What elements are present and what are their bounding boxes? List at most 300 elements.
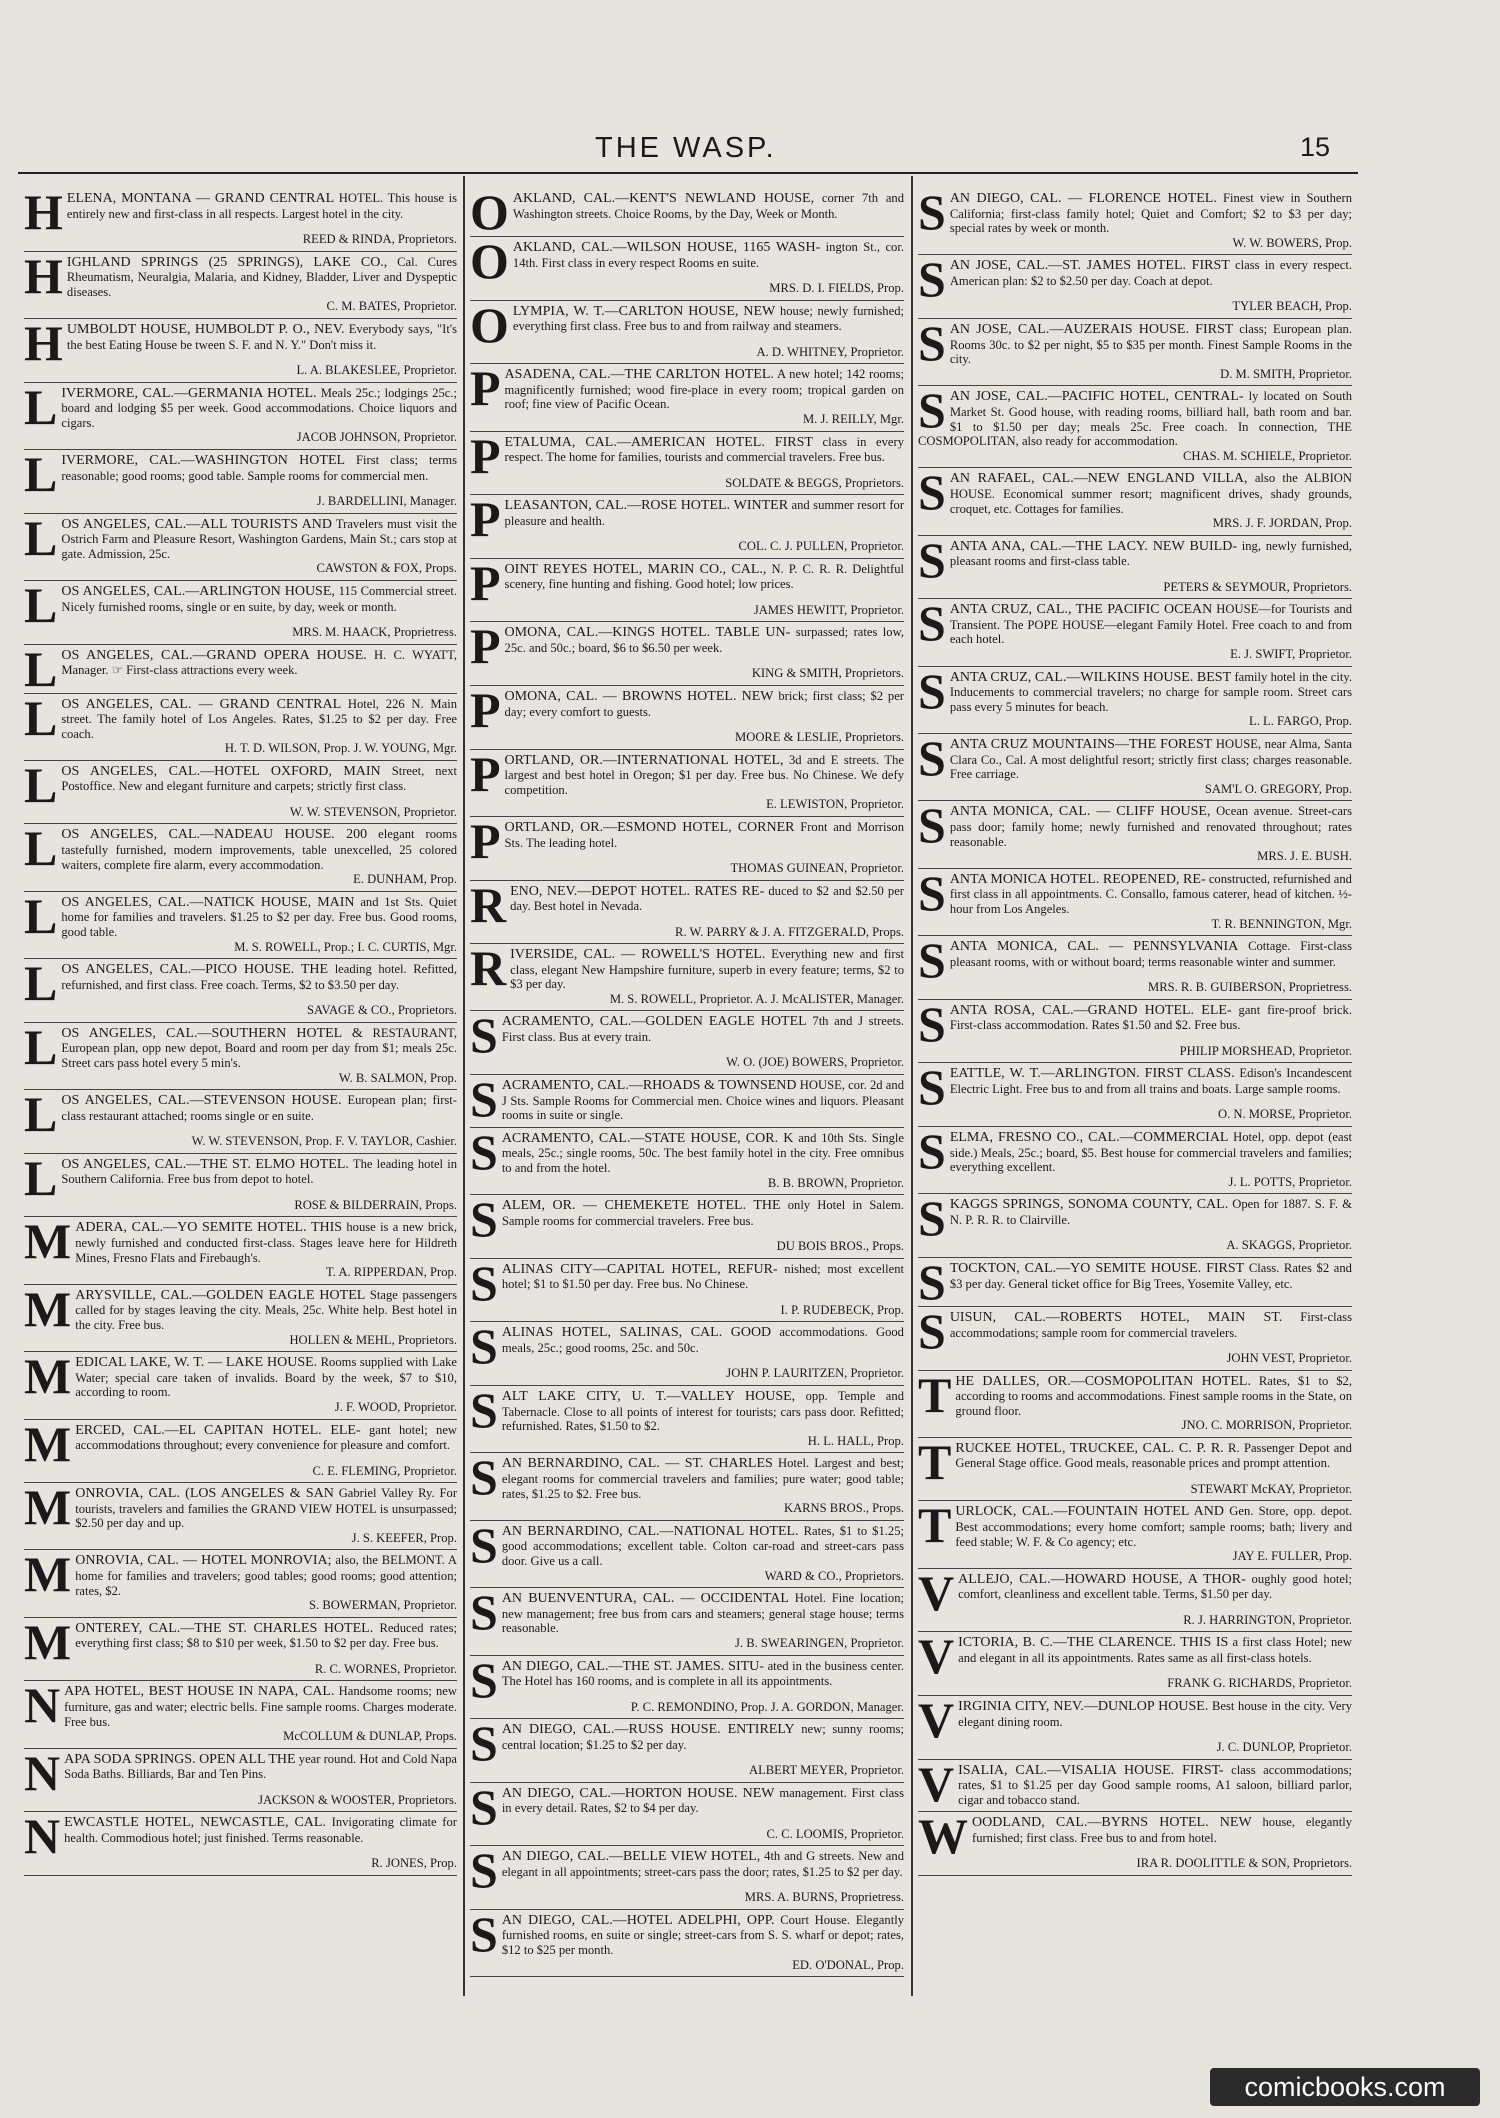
- hotel-ad: [24, 1154, 457, 1218]
- hotel-ad: [918, 1127, 1352, 1194]
- ad-proprietor: JACOB JOHNSON, Proprietor.: [296, 430, 457, 445]
- ad-proprietor: A. SKAGGS, Proprietor.: [1226, 1238, 1352, 1253]
- ad-heading: LEASANTON, CAL.—ROSE HOTEL. WINTER: [504, 498, 789, 514]
- ad-initial: S: [918, 1063, 946, 1116]
- ad-body: and summer resort for pleasure and health.: [504, 498, 904, 528]
- ad-proprietor: C. M. BATES, Proprietor.: [326, 299, 457, 314]
- ad-initial: L: [24, 644, 58, 694]
- ad-body: Handsome rooms; new furniture, gas and water; electric bells. Fine sample rooms. Charges moderate. Free bus.: [64, 1684, 457, 1729]
- ad-body: Everything new and first class, elegant New Hampshire furniture, superb in every feature; terms, $2 to $3 per day.: [510, 947, 904, 992]
- ad-initial: L: [24, 1153, 58, 1206]
- ad-initial: L: [24, 382, 58, 435]
- ad-proprietor: REED & RINDA, Proprietors.: [302, 232, 457, 246]
- hotel-ad: [470, 1783, 904, 1847]
- ad-column-2: [470, 188, 904, 2003]
- hotel-ad: [470, 1386, 904, 1453]
- ad-proprietor: MRS. D. I. FIELDS, Prop.: [769, 281, 904, 295]
- ad-heading: OS ANGELES, CAL. — GRAND CENTRAL: [61, 696, 342, 712]
- hotel-ad: [918, 1258, 1352, 1307]
- hotel-ad: [24, 959, 457, 1023]
- ad-body: Gabriel Valley Ry. For tourists, travelers and families the GRAND VIEW HOTEL is unsurpassed; $2.50 per day and up.: [75, 1486, 457, 1531]
- ad-heading: ALINAS HOTEL, SALINAS, CAL. GOOD: [501, 1325, 772, 1341]
- ad-initial: S: [470, 1386, 498, 1438]
- ad-body: 115 Commercial street. Nicely furnished rooms, single or en suite, by day, week or month.: [61, 583, 457, 614]
- page-header: [0, 132, 1500, 172]
- ad-initial: M: [24, 1483, 72, 1536]
- hotel-ad: [24, 1352, 457, 1419]
- ad-proprietor: W. O. (JOE) BOWERS, Proprietor.: [726, 1055, 904, 1070]
- ad-body: leading hotel. Refitted, refurnished, and first class. Free coach. Terms, $2 to $3.50 per day.: [61, 962, 457, 992]
- hotel-ad: [470, 1453, 904, 1520]
- ad-body: Cal. Cures Rheumatism, Neuralgia, Malaria, and Kidney, Bladder, Liver and Dyspeptic diseases.: [66, 254, 457, 299]
- hotel-ad: [24, 1420, 457, 1484]
- ad-initial: N: [24, 1748, 61, 1801]
- hotel-ad: [24, 1812, 457, 1876]
- hotel-ad: [470, 1719, 904, 1783]
- hotel-ad: [470, 495, 904, 559]
- ad-heading: ASADENA, CAL.—THE CARLTON HOTEL.: [504, 367, 774, 383]
- ad-initial: S: [918, 1194, 946, 1247]
- ad-body: nished; most excellent hotel; $1 to $1.50 per day. Free bus. No Chinese.: [501, 1261, 904, 1292]
- ad-initial: S: [918, 936, 946, 989]
- ad-proprietor: S. BOWERMAN, Proprietor.: [309, 1598, 457, 1613]
- ad-body: Hotel. Fine location; new management; free bus from cars and steamers; general stage house; terms reasonable.: [501, 1591, 904, 1636]
- ad-proprietor: D. M. SMITH, Proprietor.: [1220, 366, 1352, 381]
- ad-initial: P: [470, 495, 501, 548]
- ad-body: Reduced rates; everything first class; $8 to $10 per week, $1.50 to $2 per day. Free bus.: [75, 1620, 457, 1651]
- ad-initial: L: [24, 959, 58, 1012]
- ad-initial: N: [24, 1681, 61, 1734]
- ad-body: ing, newly furnished, pleasant rooms and first-class table.: [949, 538, 1352, 569]
- ad-proprietor: J. B. SWEARINGEN, Proprietor.: [735, 1635, 904, 1650]
- ad-initial: H: [24, 251, 63, 304]
- hotel-ad: [470, 1075, 904, 1128]
- ad-body: house, elegantly furnished; first class. Free bus to and from hotel.: [972, 1815, 1352, 1845]
- hotel-ad: [470, 1259, 904, 1323]
- ad-body: 3d and E streets. The largest and best hotel in Oregon; $1 per day. Free bus. No Chinese. We defy competition.: [504, 752, 904, 797]
- ad-initial: P: [470, 431, 501, 484]
- ad-heading: AN BERNARDINO, CAL. — ST. CHARLES: [501, 1456, 773, 1472]
- hotel-ad: [470, 1521, 904, 1588]
- ad-body: class; European plan. Rooms 30c. to $2 per night, $5 to $35 per month. Finest Sample Rooms in the city.: [949, 321, 1352, 367]
- ad-initial: L: [24, 449, 58, 502]
- ad-initial: S: [918, 255, 946, 308]
- ad-initial: S: [470, 1719, 498, 1772]
- hotel-ad: [470, 1011, 904, 1075]
- hotel-ad: [918, 599, 1352, 666]
- ad-heading: UMBOLDT HOUSE, HUMBOLDT P. O., NEV.: [66, 321, 345, 337]
- ad-body: constructed, refurnished and first class in all appointments. C. Consallo, famous caterer, head of kitchen. ½-hour from Los Angeles.: [949, 871, 1352, 916]
- hotel-ad: [470, 432, 904, 496]
- ad-heading: ISALIA, CAL.—VISALIA HOUSE. FIRST-: [958, 1762, 1224, 1778]
- hotel-ad: [918, 1063, 1352, 1127]
- ad-initial: S: [918, 468, 946, 521]
- ad-proprietor: J. C. DUNLOP, Proprietor.: [1216, 1740, 1352, 1755]
- ad-initial: S: [918, 868, 946, 921]
- ad-proprietor: W. W. STEVENSON, Proprietor.: [289, 804, 457, 819]
- ad-initial: M: [24, 1217, 72, 1270]
- hotel-ad: [470, 1195, 904, 1259]
- ad-body: and 1st Sts. Quiet home for families and travelers. $1.25 to $2 per day. Free bus. Good rooms, good table.: [61, 894, 457, 940]
- ad-body: H. C. WYATT, Manager. ☞ First-class attractions every week.: [61, 647, 457, 678]
- ad-heading: OS ANGELES, CAL.—ALL TOURISTS AND: [61, 516, 332, 532]
- ad-heading: OS ANGELES, CAL.—HOTEL OXFORD, MAIN: [61, 763, 381, 779]
- ad-heading: TOCKTON, CAL.—YO SEMITE HOUSE. FIRST: [949, 1260, 1245, 1276]
- ad-body: ly located on South Market St. Good house, with reading rooms, billiard hall, bath room and bar. $1 to $1.50 per day; meals 25c. Free coach. In connection, THE COSMOPOLITAN, also ready for accommodation.: [918, 389, 1352, 449]
- ad-heading: ARYSVILLE, CAL.—GOLDEN EAGLE HOTEL: [75, 1287, 366, 1303]
- ad-heading: AN DIEGO, CAL.—HORTON HOUSE. NEW: [501, 1785, 775, 1801]
- ad-body: also, the BELMONT. A home for families and travelers; good tables; good rooms; good attention; rates, $2.: [75, 1553, 457, 1598]
- ad-body: class accommodations; rates, $1 to $1.25 per day Good sample rooms, A1 saloon, billiard parlor, cigar and tobacco stand.: [958, 1762, 1352, 1807]
- hotel-ad: [918, 319, 1352, 386]
- ad-heading: OMONA, CAL.—KINGS HOTEL. TABLE UN-: [504, 625, 791, 641]
- hotel-ad: [24, 1217, 457, 1284]
- ad-proprietor: A. D. WHITNEY, Proprietor.: [756, 344, 904, 359]
- ad-initial: L: [24, 824, 58, 877]
- ad-proprietor: JOHN P. LAURITZEN, Proprietor.: [726, 1366, 904, 1381]
- ad-body: First class; terms reasonable; good rooms; good table. Sample rooms for commercial men.: [61, 452, 457, 483]
- ad-body: house; newly furnished; everything first class. Free bus to and from railway and steamers.: [512, 303, 904, 334]
- hotel-ad: [24, 1285, 457, 1352]
- hotel-ad: [24, 514, 457, 581]
- ad-body: elegant rooms tastefully furnished, modern improvements, table unexcelled, 25 colored waiters, complete fire alarm, every accommodation.: [61, 827, 457, 872]
- page-number: 15: [1300, 132, 1331, 162]
- ad-body: Travelers must visit the Ostrich Farm and Pleasure Resort, Washington Gardens, Main St.; cars stop at gate. Admission, 25c.: [61, 516, 457, 561]
- ad-proprietor: PETERS & SEYMOUR, Proprietors.: [1163, 579, 1352, 594]
- ad-body: Rates, $1 to $1.25; good accommodations; excellent table. Colton car-road and street-cars pass door. Give us a call.: [501, 1523, 904, 1568]
- ad-initial: P: [470, 816, 501, 869]
- ad-heading: ALEM, OR. — CHEMEKETE HOTEL. THE: [501, 1198, 781, 1214]
- ad-initial: R: [470, 880, 507, 933]
- hotel-ad: [918, 1760, 1352, 1813]
- ad-initial: L: [24, 891, 58, 944]
- hotel-ad: [24, 319, 457, 383]
- ad-proprietor: E. J. SWIFT, Proprietor.: [1230, 647, 1352, 662]
- ad-heading: AN RAFAEL, CAL.—NEW ENGLAND VILLA,: [949, 471, 1248, 487]
- ad-heading: ALINAS CITY—CAPITAL HOTEL, REFUR-: [501, 1261, 778, 1277]
- ad-body: also the ALBION HOUSE. Economical summer resort; magnificent drives, shady grounds, croquet, etc. Cottages for families.: [949, 471, 1352, 516]
- ad-proprietor: M. J. REILLY, Mgr.: [802, 411, 904, 426]
- ad-proprietor: W. W. STEVENSON, Prop. F. V. TAYLOR, Cashier.: [191, 1134, 457, 1149]
- hotel-ad: [918, 936, 1352, 1000]
- ad-heading: AN JOSE, CAL.—ST. JAMES HOTEL. FIRST: [949, 258, 1230, 274]
- ad-heading: ETALUMA, CAL.—AMERICAN HOTEL. FIRST: [504, 434, 813, 450]
- hotel-ad: [470, 750, 904, 817]
- ad-proprietor: J. L. POTTS, Proprietor.: [1228, 1174, 1352, 1189]
- ad-column-1: [24, 188, 457, 2003]
- ad-heading: ORTLAND, OR.—INTERNATIONAL HOTEL,: [504, 752, 784, 768]
- ad-body: Everybody says, "It's the best Eating House be tween S. F. and N. Y." Don't miss it.: [66, 321, 457, 352]
- ad-proprietor: H. L. HALL, Prop.: [807, 1433, 904, 1448]
- ad-initial: H: [24, 318, 63, 371]
- ad-proprietor: ALBERT MEYER, Proprietor.: [748, 1763, 904, 1778]
- ad-heading: ANTA ANA, CAL.—THE LACY. NEW BUILD-: [949, 538, 1237, 554]
- ad-body: class in every respect. The home for families, tourists and commercial travelers. Free bus.: [504, 434, 904, 465]
- ad-initial: S: [918, 666, 946, 719]
- hotel-ad: [918, 386, 1352, 468]
- hotel-ad: [470, 1128, 904, 1195]
- ad-proprietor: MOORE & LESLIE, Proprietors.: [735, 729, 904, 744]
- hotel-ad: [470, 817, 904, 881]
- hotel-ad: [918, 1194, 1352, 1258]
- ad-body: HOUSE, near Alma, Santa Clara Co., Cal. A most delightful resort; strictly first class; charges reasonable. Free carriage.: [949, 737, 1352, 782]
- ad-body: Rates, $1 to $2, according to rooms and accommodations. Finest sample rooms in the State, on ground floor.: [955, 1373, 1352, 1418]
- ad-heading: ICTORIA, B. C.—THE CLARENCE. THIS IS: [958, 1635, 1229, 1651]
- ad-initial: P: [470, 364, 501, 417]
- ad-heading: EWCASTLE HOTEL, NEWCASTLE, CAL.: [64, 1815, 326, 1831]
- hotel-ad: [918, 468, 1352, 535]
- ad-proprietor: MRS. M. HAACK, Proprietress.: [292, 624, 457, 639]
- ad-proprietor: J. S. KEEFER, Prop.: [351, 1530, 457, 1545]
- ad-proprietor: COL. C. J. PULLEN, Proprietor.: [738, 539, 904, 554]
- ad-initial: R: [470, 944, 507, 997]
- ad-initial: L: [24, 693, 58, 746]
- ad-proprietor: DU BOIS BROS., Props.: [776, 1239, 904, 1254]
- ad-body: Meals 25c.; lodgings 25c.; board and lodging $5 per week. Good accommodations. Choice liquors and cigars.: [61, 385, 457, 430]
- ad-body: duced to $2 and $2.50 per day. Best hotel in Nevada.: [510, 883, 904, 914]
- hotel-ad: [918, 667, 1352, 734]
- ad-proprietor: MRS. A. BURNS, Proprietress.: [744, 1890, 904, 1905]
- ad-heading: ANTA CRUZ, CAL.—WILKINS HOUSE. BEST: [949, 669, 1232, 685]
- ad-proprietor: M. S. ROWELL, Proprietor. A. J. McALISTER, Manager.: [609, 991, 904, 1006]
- ad-initial: M: [24, 1419, 72, 1472]
- ad-body: RESTAURANT, European plan, opp new depot, Board and room per day from $1; meals 25c. Street cars pass hotel every 5 min's.: [61, 1025, 457, 1070]
- ad-initial: W: [918, 1812, 968, 1865]
- ad-heading: ANTA MONICA, CAL. — CLIFF HOUSE,: [949, 804, 1211, 820]
- ad-body: new; sunny rooms; central location; $1.25 to $2 per day.: [501, 1722, 904, 1752]
- hotel-ad: [918, 1307, 1352, 1371]
- ad-proprietor: R. C. WORNES, Proprietor.: [314, 1661, 457, 1676]
- ad-body: The leading hotel in Southern California. Free bus from depot to hotel.: [61, 1156, 457, 1187]
- ad-heading: LYMPIA, W. T.—CARLTON HOUSE, NEW: [512, 303, 776, 319]
- ad-initial: O: [470, 188, 509, 237]
- ad-heading: ANTA MONICA, CAL. — PENNSYLVANIA: [949, 939, 1239, 955]
- ad-body: only Hotel in Salem. Sample rooms for commercial travelers. Free bus.: [501, 1198, 904, 1228]
- ad-heading: ELMA, FRESNO CO., CAL.—COMMERCIAL: [949, 1129, 1229, 1145]
- ad-heading: HE DALLES, OR.—COSMOPOLITAN HOTEL.: [955, 1373, 1251, 1389]
- ad-proprietor: ROSE & BILDERRAIN, Props.: [294, 1197, 457, 1212]
- ad-body: and 10th Sts. Single meals, 25c.; single rooms, 50c. The best family hotel in the city. Free omnibus to and from the hotel.: [501, 1130, 904, 1176]
- ad-heading: ALLEJO, CAL.—HOWARD HOUSE, A THOR-: [958, 1571, 1246, 1587]
- ad-body: Class. Rates $2 and $3 per day. General ticket office for Big Trees, Yosemite Valley, etc.: [949, 1260, 1352, 1291]
- ad-heading: AN DIEGO, CAL.—RUSS HOUSE. ENTIRELY: [501, 1722, 795, 1738]
- ad-body: opp. Temple and Tabernacle. Close to all points of interest for tourists; cars pass door. Refitted; refurnished. Rates, $1.50 to $2.: [501, 1389, 904, 1434]
- ad-heading: OS ANGELES, CAL.—NADEAU HOUSE. 200: [61, 827, 368, 843]
- ad-body: brick; first class; $2 per day; every comfort to guests.: [504, 688, 904, 719]
- hotel-ad: [24, 252, 457, 319]
- ad-heading: ANTA ROSA, CAL.—GRAND HOTEL. ELE-: [949, 1002, 1232, 1018]
- ad-heading: KAGGS SPRINGS, SONOMA COUNTY, CAL.: [949, 1197, 1229, 1213]
- hotel-ad: [24, 645, 457, 694]
- hotel-ad: [470, 1656, 904, 1720]
- ad-initial: S: [918, 188, 946, 240]
- ad-heading: AKLAND, CAL.—KENT'S NEWLAND HOUSE,: [512, 191, 815, 206]
- ad-body: Best house in the city. Very elegant dining room.: [958, 1699, 1352, 1729]
- ad-heading: EDICAL LAKE, W. T. — LAKE HOUSE.: [75, 1355, 318, 1371]
- ad-initial: S: [470, 1846, 498, 1899]
- hotel-ad: [24, 1550, 457, 1617]
- ad-heading: UISUN, CAL.—ROBERTS HOTEL, MAIN ST.: [949, 1309, 1283, 1325]
- ad-initial: S: [918, 318, 946, 371]
- ad-heading: OS ANGELES, CAL.—GRAND OPERA HOUSE.: [61, 647, 367, 663]
- hotel-ad: [470, 1846, 904, 1910]
- ad-heading: ONROVIA, CAL. (LOS ANGELES & SAN: [75, 1486, 334, 1502]
- ad-body: family hotel in the city. Inducements to commercial travelers; no charge for sample room. Street cars pass every 5 minutes for beach.: [949, 669, 1352, 714]
- ad-proprietor: CAWSTON & FOX, Props.: [316, 561, 457, 576]
- ad-proprietor: B. B. BROWN, Proprietor.: [767, 1175, 904, 1190]
- ad-body: management. First class in every detail. Rates, $2 to $4 per day.: [501, 1785, 904, 1816]
- ad-body: Finest view in Southern California; first-class family hotel; Quiet and Comfort; $2 to $3 per day; special rates by week or month.: [949, 191, 1352, 236]
- hotel-ad: [918, 1501, 1352, 1568]
- ad-proprietor: ED. O'DONAL, Prop.: [792, 1957, 904, 1972]
- hotel-ad: [918, 1000, 1352, 1064]
- ad-proprietor: T. R. BENNINGTON, Mgr.: [1211, 916, 1352, 931]
- hotel-ad: [918, 801, 1352, 868]
- hotel-ad: [24, 824, 457, 891]
- ad-heading: ONTEREY, CAL.—THE ST. CHARLES HOTEL.: [75, 1620, 374, 1636]
- hotel-ad: [918, 1371, 1352, 1438]
- ad-initial: L: [24, 760, 58, 813]
- hotel-ad: [24, 383, 457, 450]
- ad-initial: T: [918, 1370, 952, 1423]
- ad-body: class in every respect. American plan: $2 to $2.50 per day. Coach at depot.: [949, 258, 1352, 288]
- hotel-ad: [24, 892, 457, 959]
- ad-body: Hotel, 226 N. Main street. The family hotel of Los Angeles. Rates, $1.25 to $2 per day. Free coach.: [61, 696, 457, 741]
- ad-initial: S: [918, 999, 946, 1052]
- ad-heading: ORTLAND, OR.—ESMOND HOTEL, CORNER: [504, 819, 795, 835]
- hotel-ad: [24, 450, 457, 514]
- ad-initial: P: [470, 558, 501, 611]
- ad-heading: IVERMORE, CAL.—GERMANIA HOTEL.: [61, 385, 317, 401]
- hotel-ad: [470, 881, 904, 945]
- ad-proprietor: M. S. ROWELL, Prop.; I. C. CURTIS, Mgr.: [234, 939, 457, 954]
- ad-heading: OMONA, CAL. — BROWNS HOTEL. NEW: [504, 688, 774, 704]
- ad-heading: IVERMORE, CAL.—WASHINGTON HOTEL: [61, 452, 346, 468]
- hotel-ad: [918, 255, 1352, 319]
- ad-proprietor: W. B. SALMON, Prop.: [338, 1070, 457, 1085]
- ad-initial: M: [24, 1617, 72, 1670]
- ad-proprietor: FRANK G. RICHARDS, Proprietor.: [1167, 1676, 1352, 1691]
- ad-initial: M: [24, 1352, 72, 1405]
- header-rule: [18, 172, 1358, 174]
- ad-proprietor: I. P. RUDEBECK, Prop.: [780, 1302, 904, 1317]
- ad-heading: ANTA CRUZ, CAL., THE PACIFIC OCEAN: [949, 602, 1213, 618]
- ad-proprietor: E. DUNHAM, Prop.: [353, 872, 457, 887]
- ad-body: ington St., cor. 14th. First class in every respect Rooms en suite.: [512, 240, 904, 270]
- ad-initial: S: [470, 1127, 498, 1180]
- ad-body: corner 7th and Washington streets. Choice Rooms, by the Day, Week or Month.: [512, 191, 904, 221]
- ad-heading: IRGINIA CITY, NEV.—DUNLOP HOUSE.: [958, 1699, 1209, 1715]
- ad-proprietor: KING & SMITH, Proprietors.: [751, 666, 904, 681]
- ad-body: Ocean avenue. Street-cars pass door; family home; newly furnished and renovated throughout; rates reasonable.: [949, 804, 1352, 849]
- ad-body: HOTEL. This house is entirely new and first-class in all respects. Largest hotel in the city.: [66, 191, 457, 221]
- watermark: comicbooks.com: [1210, 2068, 1480, 2106]
- ad-proprietor: JNO. C. MORRISON, Proprietor.: [1181, 1418, 1352, 1433]
- ad-heading: ANTA MONICA HOTEL. REOPENED, RE-: [949, 871, 1206, 887]
- ad-proprietor: THOMAS GUINEAN, Proprietor.: [730, 860, 904, 875]
- ad-heading: OS ANGELES, CAL.—THE ST. ELMO HOTEL.: [61, 1156, 349, 1172]
- ad-initial: L: [24, 1022, 58, 1075]
- ad-proprietor: J. BARDELLINI, Manager.: [316, 493, 457, 508]
- ad-body: a first class Hotel; new and elegant in all its appointments. Rates same as all first-class hotels.: [958, 1635, 1352, 1666]
- ad-proprietor: STEWART McKAY, Proprietor.: [1190, 1481, 1352, 1496]
- ad-body: Hotel. Largest and best; elegant rooms for commercial travelers and families; pure water; good table; rates, $1.25 to $2. Free bus.: [501, 1456, 904, 1501]
- ad-proprietor: E. LEWISTON, Proprietor.: [766, 797, 904, 812]
- hotel-ad: [470, 301, 904, 365]
- ad-proprietor: W. W. BOWERS, Prop.: [1232, 235, 1352, 250]
- ad-proprietor: SAVAGE & CO., Proprietors.: [307, 1003, 457, 1018]
- ad-initial: S: [918, 386, 946, 439]
- ad-body: HOUSE—for Tourists and Transient. The POPE HOUSE—elegant Family Hotel. Free coach to and from each hotel.: [949, 602, 1352, 647]
- ad-heading: ONROVIA, CAL. — HOTEL MONROVIA;: [75, 1553, 332, 1569]
- ad-body: Court House. Elegantly furnished rooms, en suite or single; street-cars from S. S. wharf or depot; rates, $12 to $25 per month.: [501, 1912, 904, 1958]
- ad-initial: V: [918, 1696, 955, 1749]
- ad-heading: IGHLAND SPRINGS (25 SPRINGS), LAKE CO.,: [66, 254, 388, 270]
- hotel-ad: [470, 944, 904, 1011]
- ad-heading: OS ANGELES, CAL.—PICO HOUSE. THE: [61, 962, 329, 978]
- ad-heading: AN JOSE, CAL.—AUZERAIS HOUSE. FIRST: [949, 321, 1234, 337]
- ad-heading: EATTLE, W. T.—ARLINGTON. FIRST CLASS.: [949, 1066, 1235, 1082]
- ad-column-3: [918, 188, 1352, 2003]
- ad-body: Cottage. First-class pleasant rooms, with or without board; terms reasonable winter and summer.: [949, 939, 1352, 969]
- ad-proprietor: C. C. LOOMIS, Proprietor.: [766, 1826, 904, 1841]
- ad-body: ated in the business center. The Hotel has 160 rooms, and is complete in all its appointments.: [501, 1658, 904, 1689]
- ad-proprietor: JOHN VEST, Proprietor.: [1226, 1350, 1352, 1365]
- ad-proprietor: JAMES HEWITT, Proprietor.: [753, 602, 904, 617]
- ad-proprietor: WARD & CO., Proprietors.: [764, 1568, 904, 1583]
- ad-heading: AN DIEGO, CAL.—HOTEL ADELPHI, OPP.: [501, 1912, 775, 1928]
- ad-body: R. Passenger Depot and General Stage office. Good meals, reasonable prices and prompt attention.: [955, 1440, 1352, 1471]
- ad-heading: RUCKEE HOTEL, TRUCKEE, CAL. C. P. R.: [955, 1440, 1224, 1456]
- ad-initial: S: [470, 1322, 498, 1375]
- ad-heading: AN BUENVENTURA, CAL. — OCCIDENTAL: [501, 1591, 789, 1607]
- ad-heading: IVERSIDE, CAL. — ROWELL'S HOTEL.: [510, 947, 766, 963]
- ad-initial: S: [470, 1520, 498, 1573]
- ad-heading: ERCED, CAL.—EL CAPITAN HOTEL. ELE-: [75, 1422, 361, 1438]
- ad-initial: P: [470, 685, 501, 738]
- ad-initial: O: [470, 237, 509, 289]
- ad-initial: S: [470, 1453, 498, 1506]
- ad-proprietor: J. F. WOOD, Proprietor.: [334, 1399, 457, 1414]
- ad-body: accommodations. Good meals, 25c.; good rooms, 25c. and 50c.: [501, 1325, 904, 1355]
- hotel-ad: [918, 536, 1352, 600]
- ad-body: Edison's Incandescent Electric Light. Free bus to and from all trains and boats. Large sample rooms.: [949, 1066, 1352, 1096]
- hotel-ad: [470, 188, 904, 237]
- ad-initial: O: [470, 300, 509, 353]
- ad-heading: AN DIEGO, CAL. — FLORENCE HOTEL.: [949, 191, 1217, 206]
- hotel-ad: [470, 622, 904, 686]
- ad-heading: AKLAND, CAL.—WILSON HOUSE, 1165 WASH-: [512, 240, 821, 255]
- ad-initial: S: [470, 1782, 498, 1835]
- ad-initial: T: [918, 1501, 952, 1554]
- hotel-ad: [470, 237, 904, 301]
- ad-heading: APA HOTEL, BEST HOUSE IN NAPA, CAL.: [64, 1684, 335, 1700]
- hotel-ad: [918, 1632, 1352, 1696]
- ad-initial: V: [918, 1568, 955, 1621]
- ad-body: house is a new brick, newly furnished and conducted first-class. Stages leave here for Hildreth Mines, Fresno Flats and Firebaugh's.: [75, 1220, 457, 1265]
- ad-initial: L: [24, 580, 58, 633]
- ad-initial: N: [24, 1812, 61, 1865]
- ad-proprietor: PHILIP MORSHEAD, Proprietor.: [1179, 1043, 1352, 1058]
- ad-heading: URLOCK, CAL.—FOUNTAIN HOTEL AND: [955, 1504, 1225, 1520]
- hotel-ad: [470, 1322, 904, 1386]
- hotel-ad: [24, 1023, 457, 1090]
- hotel-ad: [918, 1569, 1352, 1633]
- ad-proprietor: McCOLLUM & DUNLAP, Props.: [283, 1729, 457, 1744]
- ad-body: Invigorating climate for health. Commodious hotel; just finished. Terms reasonable.: [64, 1815, 457, 1845]
- ad-heading: ACRAMENTO, CAL.—GOLDEN EAGLE HOTEL: [501, 1014, 807, 1030]
- ad-heading: OODLAND, CAL.—BYRNS HOTEL. NEW: [972, 1815, 1252, 1831]
